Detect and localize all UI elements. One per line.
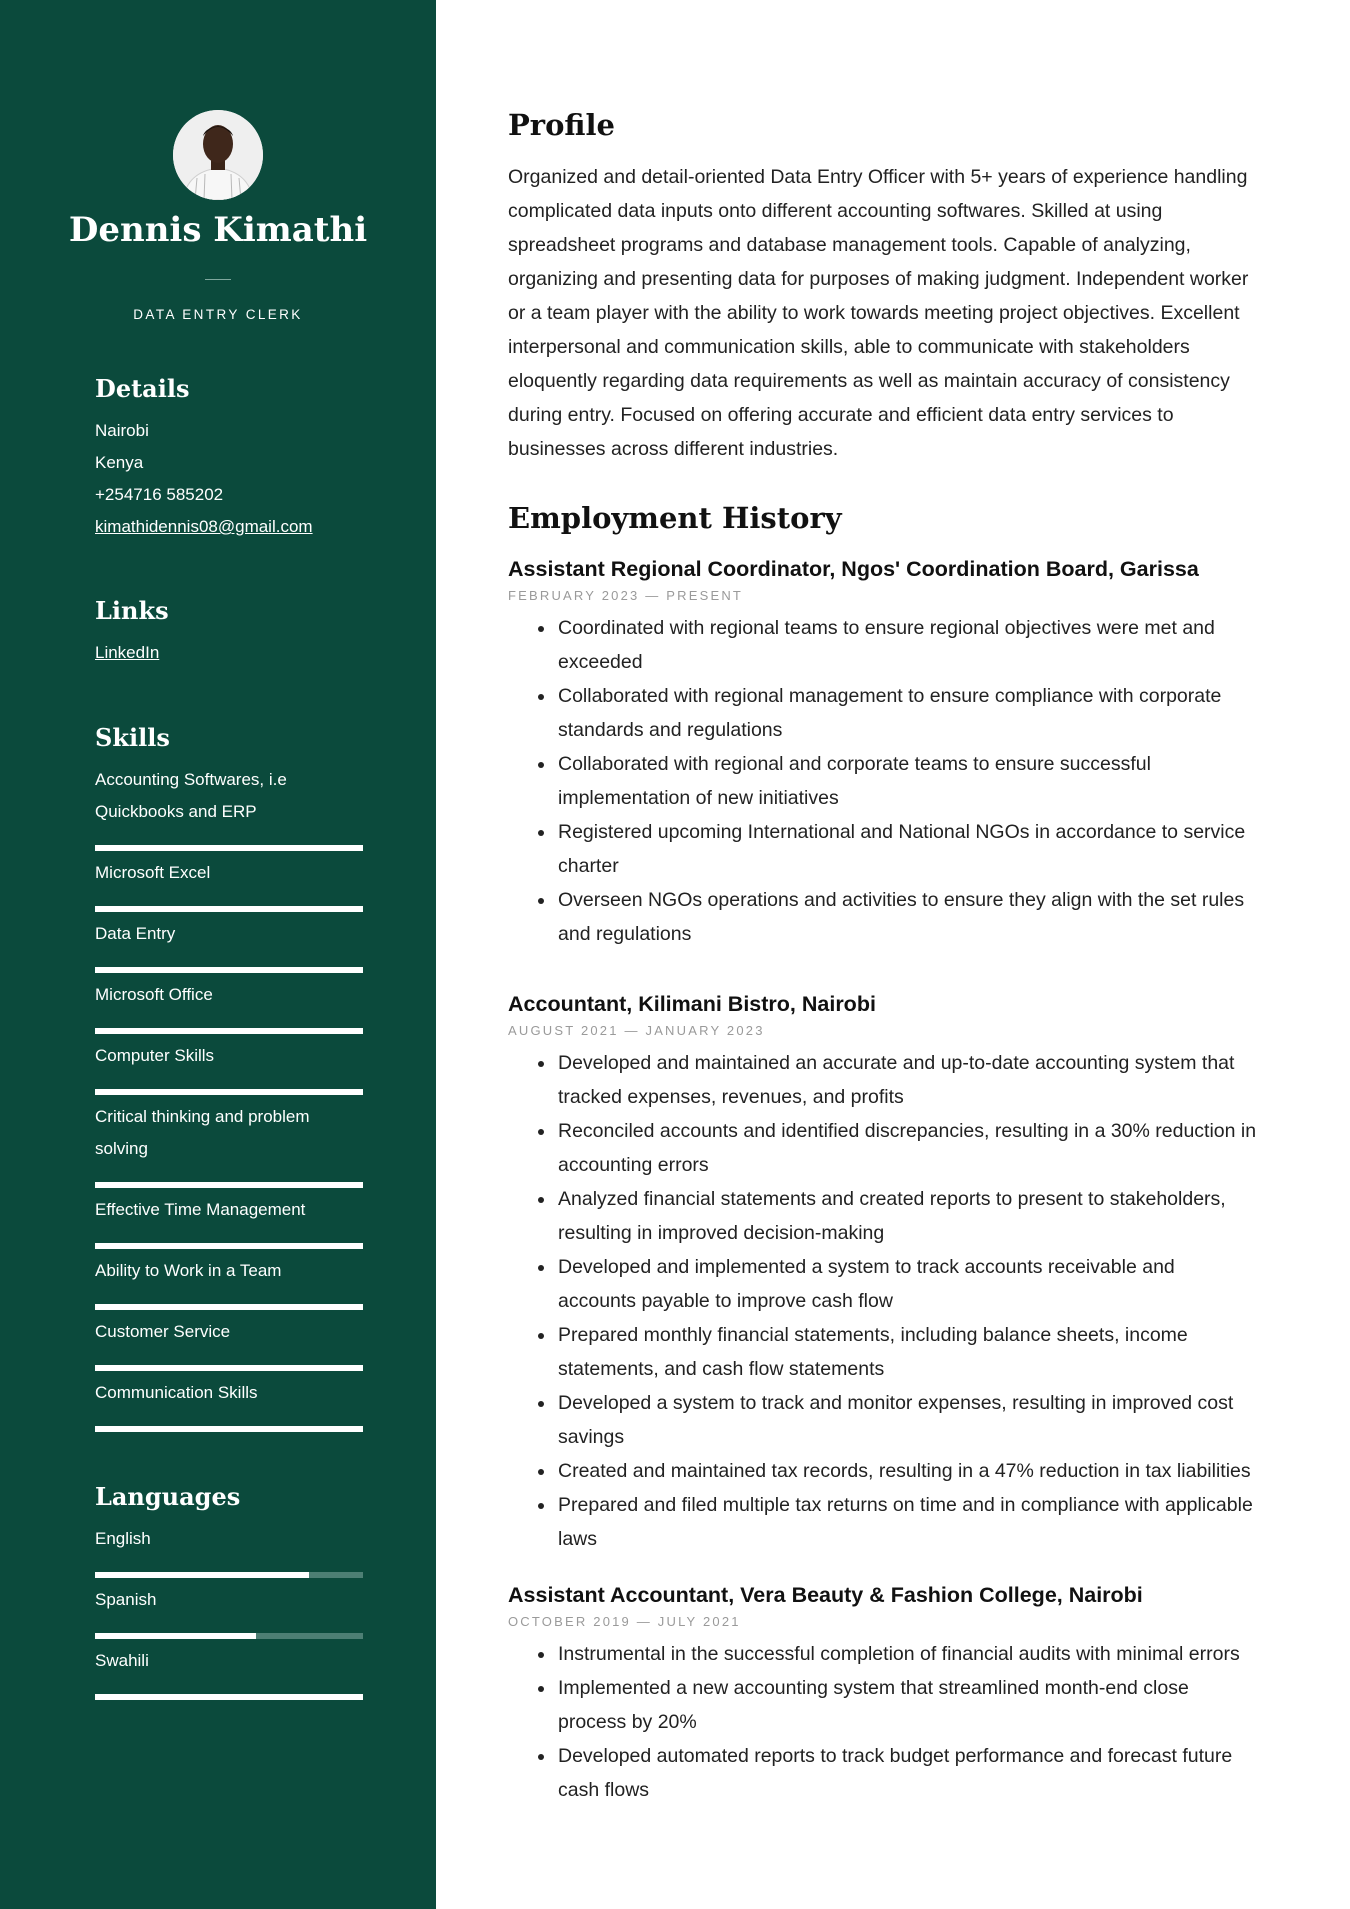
languages-section	[95, 1482, 363, 1706]
job-bullet: Prepared monthly financial statements, including balance sheets, income statements, and cash flow statements	[558, 1318, 1258, 1386]
skill-label: Effective Time Management	[95, 1200, 306, 1219]
skill-level-bar-fill	[95, 967, 363, 973]
skill-item	[95, 1316, 363, 1377]
employment-heading: Employment History	[508, 501, 842, 535]
skill-level-bar-fill	[95, 1426, 363, 1432]
skill-label: Computer Skills	[95, 1046, 215, 1065]
skill-level-bar-fill	[95, 1304, 363, 1310]
skills-heading: Skills	[95, 723, 170, 752]
job-bullet: Prepared and filed multiple tax returns on time and in compliance with applicable laws	[558, 1488, 1258, 1556]
job-dates: FEBRUARY 2023 — PRESENT	[508, 588, 744, 603]
skill-item	[95, 1040, 363, 1101]
job-dates: AUGUST 2021 — JANUARY 2023	[508, 1023, 765, 1038]
language-level-bar-fill	[95, 1572, 309, 1578]
skill-level-bar-fill	[95, 1365, 363, 1371]
language-item	[95, 1584, 363, 1645]
skill-level-bar	[95, 906, 363, 912]
job-bullet: Implemented a new accounting system that streamlined month-end close process by 20%	[558, 1671, 1258, 1739]
sidebar	[0, 0, 436, 1909]
job-bullet: Developed and implemented a system to track accounts receivable and accounts payable to improve cash flow	[558, 1250, 1258, 1318]
details-email-link[interactable]: kimathidennis08@gmail.com	[95, 517, 313, 536]
skill-label: Microsoft Excel	[95, 863, 211, 882]
skill-level-bar	[95, 1182, 363, 1188]
skill-label: Accounting Softwares, i.e Quickbooks and ERP	[95, 770, 287, 821]
languages-list	[95, 1523, 363, 1706]
language-item	[95, 1645, 363, 1706]
skill-item	[95, 979, 363, 1040]
skill-level-bar	[95, 845, 363, 851]
details-section	[95, 374, 363, 543]
job-bullet: Coordinated with regional teams to ensure regional objectives were met and exceeded	[558, 611, 1258, 679]
skill-level-bar	[95, 1089, 363, 1095]
job-bullet: Developed and maintained an accurate and up-to-date accounting system that tracked expenses, revenues, and profits	[558, 1046, 1258, 1114]
skill-level-bar-fill	[95, 1243, 363, 1249]
skill-level-bar-fill	[95, 1028, 363, 1034]
job-entry	[508, 554, 1258, 951]
language-level-bar	[95, 1572, 363, 1578]
skill-item	[95, 857, 363, 918]
job-bullet: Registered upcoming International and National NGOs in accordance to service charter	[558, 815, 1258, 883]
skill-level-bar	[95, 1243, 363, 1249]
links-heading: Links	[95, 596, 169, 625]
avatar	[173, 110, 263, 200]
language-label: Spanish	[95, 1590, 157, 1609]
job-bullet: Collaborated with regional management to ensure compliance with corporate standards and regulations	[558, 679, 1258, 747]
skill-level-bar-fill	[95, 1089, 363, 1095]
job-bullets	[508, 1046, 1258, 1556]
job-bullet: Developed automated reports to track budget performance and forecast future cash flows	[558, 1739, 1258, 1807]
language-label: English	[95, 1529, 151, 1548]
job-title: Accountant, Kilimani Bistro, Nairobi	[508, 992, 876, 1016]
skill-item	[95, 764, 363, 857]
profile-photo	[173, 110, 263, 200]
skill-level-bar-fill	[95, 1182, 363, 1188]
skill-item	[95, 1101, 363, 1194]
skill-item	[95, 1377, 363, 1438]
language-label: Swahili	[95, 1651, 149, 1670]
skill-label: Microsoft Office	[95, 985, 213, 1004]
job-bullets	[508, 1637, 1258, 1807]
person-name: Dennis Kimathi	[68, 210, 368, 250]
job-bullet: Collaborated with regional and corporate teams to ensure successful implementation of new initiatives	[558, 747, 1258, 815]
skill-level-bar	[95, 967, 363, 973]
language-item	[95, 1523, 363, 1584]
job-title: Assistant Regional Coordinator, Ngos' Coordination Board, Garissa	[508, 557, 1199, 581]
skill-level-bar	[95, 1304, 363, 1310]
job-bullet: Created and maintained tax records, resulting in a 47% reduction in tax liabilities	[558, 1454, 1258, 1488]
job-bullet: Developed a system to track and monitor expenses, resulting in improved cost savings	[558, 1386, 1258, 1454]
skill-level-bar	[95, 1426, 363, 1432]
profile-summary: Organized and detail-oriented Data Entry Officer with 5+ years of experience handling complicated data inputs onto different accounting softwares. Skilled at using spreadsheet programs and database management tools. Capable of analyzing, organizing and presenting data for purposes of making judgment. Independent worker or a team player with the ability to work towards meeting project objectives. Excellent interpersonal and communication skills, able to communicate with stakeholders eloquently regarding data requirements as well as maintain accuracy of consistency during entry. Focused on offering accurate and efficient data entry services to businesses across different industries.	[508, 166, 1249, 460]
details-city: Nairobi	[95, 421, 149, 440]
skill-label: Ability to Work in a Team	[95, 1261, 282, 1280]
skill-level-bar-fill	[95, 845, 363, 851]
job-title: Assistant Accountant, Vera Beauty & Fashion College, Nairobi	[508, 1583, 1143, 1607]
skill-item	[95, 1194, 363, 1255]
skill-level-bar-fill	[95, 906, 363, 912]
skill-level-bar	[95, 1028, 363, 1034]
skills-section	[95, 723, 363, 1438]
profile-heading: Profile	[508, 108, 615, 142]
links-section	[95, 596, 363, 669]
linkedin-link[interactable]: LinkedIn	[95, 643, 160, 662]
details-heading: Details	[95, 374, 190, 403]
job-bullet: Analyzed financial statements and created reports to present to stakeholders, resulting in improved decision-making	[558, 1182, 1258, 1250]
skill-label: Communication Skills	[95, 1383, 258, 1402]
job-dates: OCTOBER 2019 — JULY 2021	[508, 1614, 741, 1629]
job-bullet: Instrumental in the successful completion of financial audits with minimal errors	[558, 1637, 1258, 1671]
details-country: Kenya	[95, 453, 144, 472]
job-bullets	[508, 611, 1258, 951]
language-level-bar-fill	[95, 1633, 256, 1639]
language-level-bar	[95, 1694, 363, 1700]
skill-label: Critical thinking and problem solving	[95, 1107, 310, 1158]
skill-item	[95, 918, 363, 979]
skill-item	[95, 1255, 363, 1316]
languages-heading: Languages	[95, 1482, 241, 1511]
details-phone: +254716 585202	[95, 485, 224, 504]
job-entry	[508, 1580, 1258, 1807]
job-entry	[508, 989, 1258, 1556]
job-bullet: Reconciled accounts and identified discrepancies, resulting in a 30% reduction in accounting errors	[558, 1114, 1258, 1182]
skills-list	[95, 764, 363, 1438]
language-level-bar	[95, 1633, 363, 1639]
job-bullet: Overseen NGOs operations and activities to ensure they align with the set rules and regulations	[558, 883, 1258, 951]
skill-label: Customer Service	[95, 1322, 231, 1341]
skill-level-bar	[95, 1365, 363, 1371]
language-level-bar-fill	[95, 1694, 363, 1700]
name-divider	[205, 279, 231, 280]
skill-label: Data Entry	[95, 924, 176, 943]
person-title: DATA ENTRY CLERK	[133, 307, 303, 322]
